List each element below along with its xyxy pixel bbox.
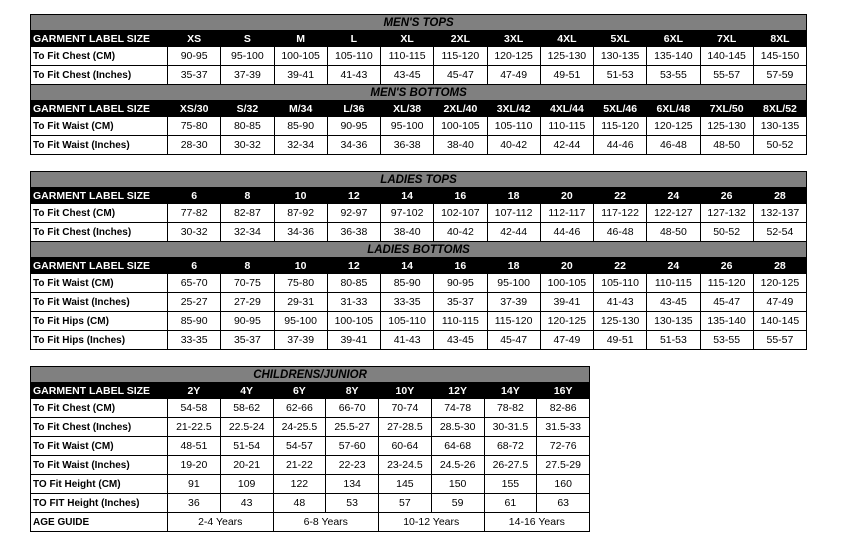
size-header-cell: 8: [221, 258, 274, 274]
size-header-cell: S: [221, 31, 274, 47]
mens-tops-header-row: [31, 31, 807, 47]
size-header-cell: 16: [434, 188, 487, 204]
size-header-cell: 10: [274, 188, 327, 204]
measurement-cell: 100-105: [434, 117, 487, 136]
measurement-cell: 95-100: [274, 312, 327, 331]
size-header-cell: 2XL/40: [434, 101, 487, 117]
measurement-cell: 36: [168, 494, 221, 513]
size-header-cell: 4XL: [540, 31, 593, 47]
size-header-cell: 8: [221, 188, 274, 204]
measurement-cell: 42-44: [540, 136, 593, 155]
measurement-cell: 33-35: [168, 331, 221, 350]
measurement-cell: 78-82: [484, 399, 537, 418]
measurement-cell: 122-127: [647, 204, 700, 223]
size-header-cell: 24: [647, 188, 700, 204]
measurement-cell: 47-49: [487, 66, 540, 85]
measurement-cell: 82-86: [537, 399, 590, 418]
ladies-bottoms-title: LADIES BOTTOMS: [31, 242, 807, 258]
measurement-cell: 70-75: [221, 274, 274, 293]
measurement-cell: 28-30: [168, 136, 221, 155]
measurement-cell: 115-120: [700, 274, 753, 293]
row-label-cell: To Fit Chest (CM): [31, 204, 168, 223]
measurement-cell: 90-95: [221, 312, 274, 331]
measurement-cell: 105-110: [487, 117, 540, 136]
row-label-cell: To Fit Chest (Inches): [31, 66, 168, 85]
measurement-cell: 112-117: [540, 204, 593, 223]
measurement-cell: 134: [326, 475, 379, 494]
measurement-cell: 77-82: [168, 204, 221, 223]
measurement-cell: 97-102: [381, 204, 434, 223]
table-row: [31, 136, 807, 155]
measurement-cell: 66-70: [326, 399, 379, 418]
measurement-cell: 95-100: [381, 117, 434, 136]
measurement-cell: 110-115: [647, 274, 700, 293]
table-row: [31, 418, 590, 437]
measurement-cell: 135-140: [647, 47, 700, 66]
size-header-cell: 28: [753, 188, 806, 204]
age-group-cell: 2-4 Years: [168, 513, 274, 532]
size-header-cell: 14: [381, 258, 434, 274]
row-label-cell: To Fit Waist (CM): [31, 117, 168, 136]
measurement-cell: 115-120: [487, 312, 540, 331]
measurement-cell: 53-55: [647, 66, 700, 85]
age-group-cell: 6-8 Years: [273, 513, 379, 532]
ladies-bottoms-header-row: [31, 258, 807, 274]
measurement-cell: 57: [379, 494, 432, 513]
measurement-cell: 33-35: [381, 293, 434, 312]
measurement-cell: 43-45: [381, 66, 434, 85]
measurement-cell: 54-58: [168, 399, 221, 418]
size-header-cell: 6: [168, 258, 221, 274]
measurement-cell: 43: [220, 494, 273, 513]
size-header-cell: XS: [168, 31, 221, 47]
measurement-cell: 85-90: [168, 312, 221, 331]
measurement-cell: 80-85: [327, 274, 380, 293]
row-label-cell: To Fit Hips (CM): [31, 312, 168, 331]
age-guide-label: AGE GUIDE: [31, 513, 168, 532]
header-label-cell: GARMENT LABEL SIZE: [31, 258, 168, 274]
size-header-cell: 18: [487, 188, 540, 204]
size-header-cell: 16Y: [537, 383, 590, 399]
measurement-cell: 87-92: [274, 204, 327, 223]
table-row: [31, 223, 807, 242]
table-row: [31, 437, 590, 456]
measurement-cell: 60-64: [379, 437, 432, 456]
row-label-cell: To Fit Hips (Inches): [31, 331, 168, 350]
size-header-cell: 14: [381, 188, 434, 204]
measurement-cell: 45-47: [487, 331, 540, 350]
measurement-cell: 21-22: [273, 456, 326, 475]
size-header-cell: XL/38: [381, 101, 434, 117]
table-row: [31, 475, 590, 494]
size-header-cell: L/36: [327, 101, 380, 117]
table-row: [31, 66, 807, 85]
mens-bottoms-title-row: [31, 85, 807, 101]
measurement-cell: 155: [484, 475, 537, 494]
size-header-cell: 26: [700, 258, 753, 274]
measurement-cell: 53-55: [700, 331, 753, 350]
measurement-cell: 36-38: [327, 223, 380, 242]
measurement-cell: 63: [537, 494, 590, 513]
ladies-tops-header-row: [31, 188, 807, 204]
size-header-cell: 8Y: [326, 383, 379, 399]
mens-bottoms-title: MEN'S BOTTOMS: [31, 85, 807, 101]
measurement-cell: 34-36: [274, 223, 327, 242]
size-header-cell: S/32: [221, 101, 274, 117]
row-label-cell: To Fit Waist (Inches): [31, 136, 168, 155]
size-header-cell: 20: [540, 258, 593, 274]
table-row: [31, 456, 590, 475]
measurement-cell: 145-150: [753, 47, 806, 66]
age-group-cell: 10-12 Years: [379, 513, 485, 532]
row-label-cell: To Fit Waist (Inches): [31, 293, 168, 312]
measurement-cell: 122: [273, 475, 326, 494]
measurement-cell: 62-66: [273, 399, 326, 418]
measurement-cell: 34-36: [327, 136, 380, 155]
measurement-cell: 160: [537, 475, 590, 494]
mens-tops-title-row: [31, 15, 807, 31]
measurement-cell: 47-49: [753, 293, 806, 312]
size-header-cell: 12: [327, 258, 380, 274]
size-header-cell: 7XL: [700, 31, 753, 47]
measurement-cell: 35-37: [221, 331, 274, 350]
table-row: [31, 274, 807, 293]
measurement-cell: 85-90: [381, 274, 434, 293]
measurement-cell: 95-100: [487, 274, 540, 293]
size-header-cell: 20: [540, 188, 593, 204]
measurement-cell: 48-50: [647, 223, 700, 242]
size-header-cell: 22: [594, 258, 647, 274]
measurement-cell: 41-43: [327, 66, 380, 85]
size-header-cell: 7XL/50: [700, 101, 753, 117]
measurement-cell: 37-39: [274, 331, 327, 350]
measurement-cell: 75-80: [168, 117, 221, 136]
table-row: [31, 204, 807, 223]
measurement-cell: 130-135: [753, 117, 806, 136]
row-label-cell: TO FIT Height (Inches): [31, 494, 168, 513]
measurement-cell: 43-45: [434, 331, 487, 350]
measurement-cell: 125-130: [700, 117, 753, 136]
measurement-cell: 115-120: [594, 117, 647, 136]
measurement-cell: 46-48: [594, 223, 647, 242]
measurement-cell: 32-34: [221, 223, 274, 242]
measurement-cell: 27.5-29: [537, 456, 590, 475]
measurement-cell: 39-41: [540, 293, 593, 312]
measurement-cell: 22-23: [326, 456, 379, 475]
measurement-cell: 95-100: [221, 47, 274, 66]
measurement-cell: 54-57: [273, 437, 326, 456]
measurement-cell: 120-125: [540, 312, 593, 331]
measurement-cell: 25-27: [168, 293, 221, 312]
measurement-cell: 90-95: [434, 274, 487, 293]
childrens-header-row: [31, 383, 590, 399]
measurement-cell: 120-125: [647, 117, 700, 136]
measurement-cell: 58-62: [220, 399, 273, 418]
measurement-cell: 36-38: [381, 136, 434, 155]
size-header-cell: 18: [487, 258, 540, 274]
measurement-cell: 41-43: [594, 293, 647, 312]
measurement-cell: 28.5-30: [431, 418, 484, 437]
header-label-cell: GARMENT LABEL SIZE: [31, 31, 168, 47]
size-header-cell: 28: [753, 258, 806, 274]
measurement-cell: 51-54: [220, 437, 273, 456]
measurement-cell: 105-110: [381, 312, 434, 331]
measurement-cell: 90-95: [168, 47, 221, 66]
measurement-cell: 46-48: [647, 136, 700, 155]
size-header-cell: 5XL/46: [594, 101, 647, 117]
measurement-cell: 91: [168, 475, 221, 494]
measurement-cell: 120-125: [487, 47, 540, 66]
row-label-cell: To Fit Chest (CM): [31, 399, 168, 418]
size-header-cell: 4XL/44: [540, 101, 593, 117]
row-label-cell: To Fit Chest (Inches): [31, 223, 168, 242]
measurement-cell: 30-32: [221, 136, 274, 155]
measurement-cell: 92-97: [327, 204, 380, 223]
table-row: [31, 293, 807, 312]
measurement-cell: 117-122: [594, 204, 647, 223]
size-header-cell: 3XL: [487, 31, 540, 47]
measurement-cell: 48: [273, 494, 326, 513]
measurement-cell: 130-135: [647, 312, 700, 331]
measurement-cell: 50-52: [700, 223, 753, 242]
measurement-cell: 44-46: [540, 223, 593, 242]
measurement-cell: 82-87: [221, 204, 274, 223]
size-header-cell: XL: [381, 31, 434, 47]
measurement-cell: 110-115: [381, 47, 434, 66]
measurement-cell: 65-70: [168, 274, 221, 293]
measurement-cell: 100-105: [540, 274, 593, 293]
mens-size-table: [30, 14, 807, 155]
measurement-cell: 30-32: [168, 223, 221, 242]
measurement-cell: 100-105: [327, 312, 380, 331]
ladies-tops-title-row: [31, 172, 807, 188]
measurement-cell: 29-31: [274, 293, 327, 312]
measurement-cell: 35-37: [168, 66, 221, 85]
measurement-cell: 61: [484, 494, 537, 513]
measurement-cell: 23-24.5: [379, 456, 432, 475]
mens-bottoms-header-row: [31, 101, 807, 117]
age-guide-row: [31, 513, 590, 532]
size-header-cell: 6: [168, 188, 221, 204]
size-header-cell: 6XL/48: [647, 101, 700, 117]
header-label-cell: GARMENT LABEL SIZE: [31, 101, 168, 117]
size-header-cell: 12: [327, 188, 380, 204]
header-label-cell: GARMENT LABEL SIZE: [31, 188, 168, 204]
measurement-cell: 21-22.5: [168, 418, 221, 437]
size-header-cell: 26: [700, 188, 753, 204]
measurement-cell: 42-44: [487, 223, 540, 242]
row-label-cell: To Fit Waist (Inches): [31, 456, 168, 475]
measurement-cell: 107-112: [487, 204, 540, 223]
table-row: [31, 331, 807, 350]
measurement-cell: 105-110: [327, 47, 380, 66]
measurement-cell: 40-42: [487, 136, 540, 155]
measurement-cell: 105-110: [594, 274, 647, 293]
size-header-cell: 14Y: [484, 383, 537, 399]
childrens-size-table: [30, 366, 590, 532]
size-header-cell: 12Y: [431, 383, 484, 399]
mens-tops-title: MEN'S TOPS: [31, 15, 807, 31]
measurement-cell: 39-41: [274, 66, 327, 85]
size-header-cell: XS/30: [168, 101, 221, 117]
table-row: [31, 47, 807, 66]
measurement-cell: 49-51: [540, 66, 593, 85]
measurement-cell: 125-130: [540, 47, 593, 66]
measurement-cell: 31-33: [327, 293, 380, 312]
row-label-cell: To Fit Waist (CM): [31, 437, 168, 456]
size-header-cell: 10Y: [379, 383, 432, 399]
table-row: [31, 399, 590, 418]
measurement-cell: 127-132: [700, 204, 753, 223]
table-row: [31, 117, 807, 136]
size-header-cell: M/34: [274, 101, 327, 117]
measurement-cell: 37-39: [487, 293, 540, 312]
measurement-cell: 37-39: [221, 66, 274, 85]
size-header-cell: M: [274, 31, 327, 47]
measurement-cell: 49-51: [594, 331, 647, 350]
measurement-cell: 20-21: [220, 456, 273, 475]
measurement-cell: 102-107: [434, 204, 487, 223]
size-header-cell: 22: [594, 188, 647, 204]
childrens-title-row: [31, 367, 590, 383]
measurement-cell: 47-49: [540, 331, 593, 350]
measurement-cell: 45-47: [700, 293, 753, 312]
size-header-cell: 10: [274, 258, 327, 274]
measurement-cell: 72-76: [537, 437, 590, 456]
measurement-cell: 31.5-33: [537, 418, 590, 437]
measurement-cell: 22.5-24: [220, 418, 273, 437]
measurement-cell: 115-120: [434, 47, 487, 66]
measurement-cell: 51-53: [647, 331, 700, 350]
measurement-cell: 45-47: [434, 66, 487, 85]
size-header-cell: 8XL: [753, 31, 806, 47]
size-header-cell: 2Y: [168, 383, 221, 399]
measurement-cell: 68-72: [484, 437, 537, 456]
measurement-cell: 39-41: [327, 331, 380, 350]
size-header-cell: 8XL/52: [753, 101, 806, 117]
childrens-title: CHILDRENS/JUNIOR: [31, 367, 590, 383]
measurement-cell: 30-31.5: [484, 418, 537, 437]
measurement-cell: 145: [379, 475, 432, 494]
measurement-cell: 125-130: [594, 312, 647, 331]
row-label-cell: To Fit Waist (CM): [31, 274, 168, 293]
measurement-cell: 48-50: [700, 136, 753, 155]
measurement-cell: 64-68: [431, 437, 484, 456]
measurement-cell: 135-140: [700, 312, 753, 331]
measurement-cell: 80-85: [221, 117, 274, 136]
measurement-cell: 90-95: [327, 117, 380, 136]
measurement-cell: 51-53: [594, 66, 647, 85]
measurement-cell: 55-57: [753, 331, 806, 350]
measurement-cell: 52-54: [753, 223, 806, 242]
measurement-cell: 85-90: [274, 117, 327, 136]
measurement-cell: 38-40: [381, 223, 434, 242]
measurement-cell: 109: [220, 475, 273, 494]
size-header-cell: 6Y: [273, 383, 326, 399]
size-header-cell: L: [327, 31, 380, 47]
size-header-cell: 3XL/42: [487, 101, 540, 117]
size-header-cell: 24: [647, 258, 700, 274]
measurement-cell: 35-37: [434, 293, 487, 312]
measurement-cell: 40-42: [434, 223, 487, 242]
measurement-cell: 24-25.5: [273, 418, 326, 437]
measurement-cell: 19-20: [168, 456, 221, 475]
size-header-cell: 6XL: [647, 31, 700, 47]
measurement-cell: 32-34: [274, 136, 327, 155]
measurement-cell: 110-115: [434, 312, 487, 331]
measurement-cell: 70-74: [379, 399, 432, 418]
measurement-cell: 57-60: [326, 437, 379, 456]
measurement-cell: 75-80: [274, 274, 327, 293]
size-header-cell: 5XL: [594, 31, 647, 47]
row-label-cell: To Fit Chest (CM): [31, 47, 168, 66]
measurement-cell: 38-40: [434, 136, 487, 155]
measurement-cell: 26-27.5: [484, 456, 537, 475]
measurement-cell: 140-145: [700, 47, 753, 66]
measurement-cell: 25.5-27: [326, 418, 379, 437]
measurement-cell: 43-45: [647, 293, 700, 312]
size-header-cell: 4Y: [220, 383, 273, 399]
measurement-cell: 48-51: [168, 437, 221, 456]
measurement-cell: 27-29: [221, 293, 274, 312]
measurement-cell: 53: [326, 494, 379, 513]
measurement-cell: 55-57: [700, 66, 753, 85]
ladies-bottoms-title-row: [31, 242, 807, 258]
row-label-cell: To Fit Chest (Inches): [31, 418, 168, 437]
measurement-cell: 44-46: [594, 136, 647, 155]
table-row: [31, 494, 590, 513]
size-header-cell: 16: [434, 258, 487, 274]
table-row: [31, 312, 807, 331]
ladies-size-table: [30, 171, 807, 350]
measurement-cell: 27-28.5: [379, 418, 432, 437]
size-header-cell: 2XL: [434, 31, 487, 47]
measurement-cell: 59: [431, 494, 484, 513]
measurement-cell: 120-125: [753, 274, 806, 293]
measurement-cell: 100-105: [274, 47, 327, 66]
measurement-cell: 24.5-26: [431, 456, 484, 475]
age-group-cell: 14-16 Years: [484, 513, 590, 532]
measurement-cell: 130-135: [594, 47, 647, 66]
measurement-cell: 57-59: [753, 66, 806, 85]
measurement-cell: 110-115: [540, 117, 593, 136]
measurement-cell: 74-78: [431, 399, 484, 418]
measurement-cell: 50-52: [753, 136, 806, 155]
header-label-cell: GARMENT LABEL SIZE: [31, 383, 168, 399]
measurement-cell: 150: [431, 475, 484, 494]
row-label-cell: TO Fit Height (CM): [31, 475, 168, 494]
ladies-tops-title: LADIES TOPS: [31, 172, 807, 188]
measurement-cell: 41-43: [381, 331, 434, 350]
measurement-cell: 140-145: [753, 312, 806, 331]
measurement-cell: 132-137: [753, 204, 806, 223]
